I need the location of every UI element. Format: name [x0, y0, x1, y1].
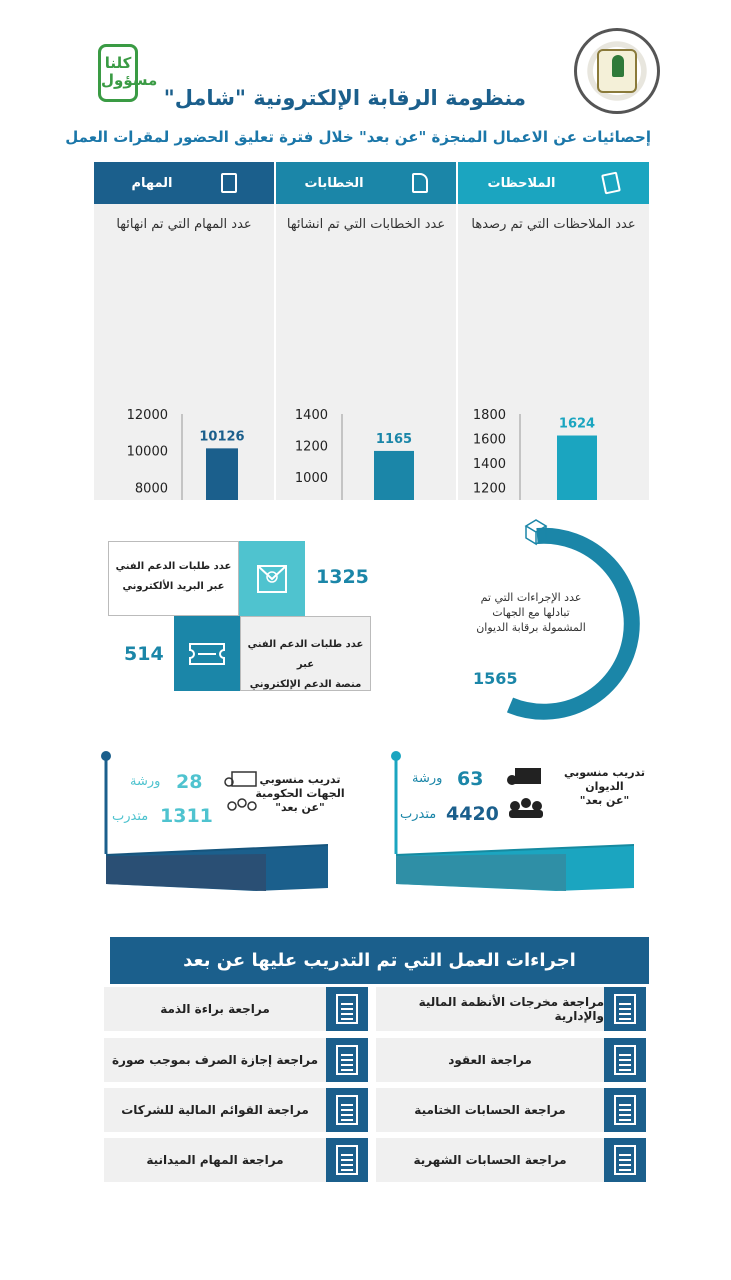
logo-line-2: مسؤول	[101, 71, 158, 89]
diwan-trainees-value: 4420	[446, 803, 499, 825]
email-support-label-1: عدد طلبات الدعم الفني	[115, 561, 232, 572]
document-icon	[326, 987, 368, 1031]
group-icon	[510, 801, 520, 811]
procedure-item: مراجعة القوائم المالية للشركات	[104, 1088, 326, 1132]
document-icon	[604, 1138, 646, 1182]
platform-support-label-box	[240, 616, 371, 691]
gov-training-title-1: تدريب منسوبي	[259, 773, 341, 786]
gov-training-icons	[222, 768, 262, 828]
data-label: 10126	[199, 429, 245, 445]
document-icon	[604, 987, 646, 1031]
diwan-training-title-3: "عن بعد"	[579, 794, 630, 807]
kulluna-masool-logo	[98, 44, 158, 102]
gov-training-title-3: "عن بعد"	[275, 801, 325, 814]
presentation-icon	[232, 772, 256, 786]
notes-chart-panel	[458, 162, 649, 500]
y-tick-label: 1200	[472, 481, 506, 497]
notes-bar-chart	[458, 162, 649, 500]
procedure-item: مراجعة الحسابات الشهرية	[376, 1138, 604, 1182]
document-icon	[326, 1138, 368, 1182]
platform-support-label-1: عدد طلبات الدعم الفني عبر	[247, 639, 364, 670]
group-icon	[228, 802, 236, 810]
tasks-bar-chart	[94, 162, 274, 500]
platform-support-label-2: منصة الدعم الإلكتروني	[249, 679, 362, 690]
procedure-item: مراجعة الحسابات الختامية	[376, 1088, 604, 1132]
email-support-label-box	[108, 541, 239, 616]
tasks-chart-panel	[94, 162, 274, 500]
y-tick-label: 8000	[134, 481, 168, 497]
diwan-trainees-unit: متدرب	[400, 807, 437, 822]
logo-line-1: كلنا	[104, 54, 132, 72]
gov-workshops-unit: ورشة	[130, 774, 161, 789]
procedures-title: اجراءات العمل التي تم التدريب عليها عن بعد	[110, 937, 649, 984]
data-label: 1165	[375, 431, 413, 447]
procedure-item: مراجعة المهام الميدانية	[104, 1138, 326, 1182]
procedure-item: مراجعة إجازة الصرف بموجب صورة	[104, 1038, 326, 1082]
exchange-value: 1565	[473, 669, 518, 688]
document-icon	[604, 1088, 646, 1132]
gov-training-title-2: الجهات الحكومية	[255, 787, 345, 800]
notes-chart-title: عدد الملاحظات التي تم رصدها	[471, 217, 636, 232]
data-label: 1624	[558, 416, 596, 432]
diwan-training-title-1: تدريب منسوبي	[563, 766, 646, 779]
page-subtitle: إحصائيات عن الاعمال المنجزة "عن بعد" خلال فترة تعليق الحضور لمقرات العمل	[65, 128, 651, 146]
diwan-seal-logo	[574, 28, 660, 114]
email-icon-box	[239, 541, 305, 616]
y-tick-label: 1400	[294, 408, 328, 423]
diwan-training-title	[562, 766, 647, 808]
procedure-item: مراجعة براءة الذمة	[104, 987, 326, 1031]
presentation-icon	[515, 768, 541, 784]
gov-trainees-unit: متدرب	[112, 809, 149, 824]
diwan-training-title-2: الديوان	[585, 780, 624, 793]
tasks-chart-title: عدد المهام التي تم انهائها	[116, 217, 252, 232]
letters-chart-title: عدد الخطابات التي تم انشائها	[286, 217, 446, 232]
letters-bar-chart	[276, 162, 456, 500]
y-tick-label: 1600	[472, 432, 506, 448]
document-icon	[326, 1088, 368, 1132]
letters-header-label: الخطابات	[304, 175, 364, 191]
procedure-item: مراجعة العقود	[376, 1038, 604, 1082]
bar	[557, 436, 597, 500]
email-support-label-2: عبر البريد الألكتروني	[122, 581, 225, 592]
exchange-label-2: تبادلها مع الجهات	[492, 606, 570, 619]
y-tick-label: 1400	[472, 456, 506, 472]
email-support-value: 1325	[316, 566, 369, 588]
gov-trainees-value: 1311	[160, 805, 213, 827]
bar	[206, 448, 238, 500]
letters-chart-panel	[276, 162, 456, 500]
ticket-icon	[174, 616, 240, 691]
y-tick-label: 12000	[126, 408, 168, 423]
gov-training-title	[255, 773, 345, 815]
gov-workshops-value: 28	[176, 771, 203, 793]
exchange-label-1: عدد الإجراءات التي تم	[480, 591, 582, 604]
platform-icon-box	[174, 616, 240, 691]
platform-support-value: 514	[124, 643, 164, 665]
document-icon	[326, 1038, 368, 1082]
notes-header-label: الملاحظات	[487, 175, 556, 191]
exchange-label	[466, 590, 596, 635]
bar	[374, 451, 414, 500]
y-tick-label: 1200	[294, 439, 328, 455]
tasks-header-label: المهام	[131, 175, 173, 191]
y-tick-label: 10000	[126, 444, 168, 460]
diwan-training-icons	[505, 764, 547, 828]
page-title: منظومة الرقابة الإلكترونية "شامل"	[163, 86, 526, 110]
document-icon	[604, 1038, 646, 1082]
y-tick-label: 1000	[294, 470, 328, 486]
diwan-workshops-unit: ورشة	[412, 771, 443, 786]
exchange-label-3: المشمولة برقابة الديوان	[476, 621, 586, 634]
y-tick-label: 1800	[472, 408, 506, 423]
procedure-item: مراجعة مخرجات الأنظمة المالية والإدارية	[376, 987, 604, 1031]
email-icon	[239, 541, 305, 616]
diwan-workshops-value: 63	[457, 768, 484, 790]
